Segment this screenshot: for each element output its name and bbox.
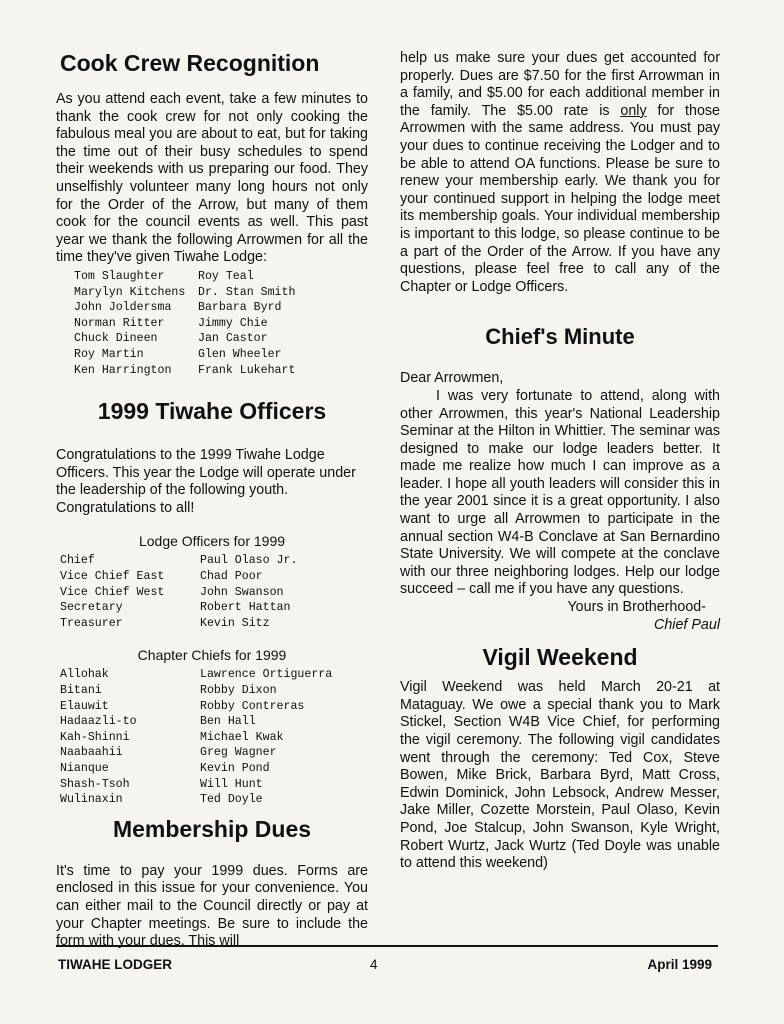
chief-greeting: Dear Arrowmen, — [400, 370, 504, 387]
chapter-row: Hadaazli-to Ben Hall — [60, 715, 256, 729]
chief-signature: Chief Paul — [654, 616, 720, 633]
cook-crew-heading: Cook Crew Recognition — [60, 50, 320, 76]
membership-dues-paragraph: It's time to pay your 1999 dues. Forms are enclosed in this issue for your convenience. You can either mail to the Council directly or pay at your Chapter meetings. Be sure to include the form with your dues. This will — [56, 862, 368, 950]
name-row: John Joldersma Barbara Byrd — [74, 301, 282, 315]
cook-crew-paragraph: As you attend each event, take a few minutes to thank the cook crew for not only cooking the fabulous meal you are about to eat, but for taking the time out of their busy schedules to spend their weekends with us preparing our food. They unselfishly volunteer many long hours not only for the Order of the Arrow, but many of them cook for the council events as well. This past year we thank the following Arrowmen for all the time they've given Tiwahe Lodge: — [56, 91, 368, 266]
chapter-row: Bitani Robby Dixon — [60, 684, 277, 698]
officers-heading: 1999 Tiwahe Officers — [97, 398, 327, 425]
chapter-row: Elauwit Robby Contreras — [60, 699, 305, 713]
left-column — [56, 50, 368, 951]
chapter-row: Wulinaxin Ted Doyle — [60, 793, 263, 807]
name-row: Marylyn Kitchens Dr. Stan Smith — [74, 285, 296, 299]
chief-closing: Yours in Brotherhood- — [567, 599, 706, 616]
footer-page-number: 4 — [370, 957, 378, 972]
name-row: Tom Slaughter Roy Teal — [74, 269, 254, 283]
chapter-row: Allohak Lawrence Ortiguerra — [60, 668, 333, 682]
chapter-row: Nianque Kevin Pond — [60, 762, 270, 775]
emphasis-only: only — [620, 102, 647, 119]
chiefs-minute-heading: Chief's Minute — [485, 324, 635, 350]
name-row: Roy Martin Glen Wheeler — [74, 347, 282, 361]
lodge-officers-subheading: Lodge Officers for 1999 — [138, 533, 286, 550]
lodge-officers-list — [56, 553, 368, 631]
chapter-chiefs-list — [56, 667, 368, 807]
footer-issue-date: April 1999 — [647, 957, 712, 972]
officer-row: Chief Paul Olaso Jr. — [60, 554, 298, 568]
chapter-chiefs-subheading: Chapter Chiefs for 1999 — [137, 647, 287, 664]
officer-row: Vice Chief West John Swanson — [60, 585, 284, 599]
vigil-weekend-heading: Vigil Weekend — [482, 644, 638, 671]
chapter-row: Kah-Shinni Michael Kwak — [60, 730, 284, 744]
chapter-row: Naabaahii Greg Wagner — [60, 746, 277, 760]
name-row: Chuck Dineen Jan Castor — [74, 332, 268, 346]
page-footer — [56, 945, 718, 981]
officer-row: Secretary Robert Hattan — [60, 601, 291, 615]
officers-paragraph: Congratulations to the 1999 Tiwahe Lodge Officers. This year the Lodge will operate under the leadership of the following youth. Congratulations to all! — [56, 447, 356, 516]
vigil-paragraph: Vigil Weekend was held March 20-21 at Mataguay. We owe a special thank you to Mark Stickel, Section W4B Vice Chief, for performing the vigil ceremony. The following vigil candidates went through the ceremony: Ted Cox, Steve Bowen, Mike Brick, Barbara Byrd, Matt Cross, Edwin Dominick, John Lebsock, Andrew Messer, Jake Miller, Cozette Morstein, Paul Olaso, Kevin Pond, Joe Stalcup, John Swanson, Kyle Wright, Robert Wurtz, Jack Wurtz (Ted Doyle was unable to attend this weekend) — [400, 679, 720, 872]
cook-crew-names — [56, 269, 368, 378]
officer-row: Treasurer Kevin Sitz — [60, 616, 270, 630]
membership-dues-continued: help us make sure your dues get accounted for properly. Dues are $7.50 for the first Arrowman in a family, and $5.00 for each additional member in the family. The $5.00 rate is only for those Arrowmen with the same address. You must pay your dues to continue receiving the Lodger and to be able to attend OA functions. Please be sure to renew your membership early. We thank you for your continued support in helping the lodge meet its membership goals. Your individual membership is important to this lodge, so please continue to be a part of the Order of the Arrow. If you have any questions, please feel free to call any of the Chapter or Lodge Officers. — [400, 50, 720, 295]
name-row: Norman Ritter Jimmy Chie — [74, 316, 268, 330]
officer-row: Vice Chief East Chad Poor — [60, 570, 263, 584]
chapter-row: Shash-Tsoh Will Hunt — [60, 777, 263, 791]
chief-paragraph: I was very fortunate to attend, along with other Arrowmen, this year's National Leadership Seminar at the Hilton in Whittier. The seminar was designed to make our lodge leaders better. It made me realize how much I can improve as a leader. I hope all youth leaders will consider this in the year 2001 since it is a great opportunity. I also want to urge all Arrowmen to participate in the annual section W4-B Conclave at San Bernardino State University. We will compete at the conclave with our three neighboring lodges. Help our lodge succeed – call me if you have any questions. — [400, 387, 720, 598]
membership-dues-heading: Membership Dues — [112, 815, 312, 842]
name-row: Ken Harrington Frank Lukehart — [74, 363, 296, 377]
footer-publication-name: TIWAHE LODGER — [58, 957, 172, 972]
right-column — [400, 50, 720, 873]
